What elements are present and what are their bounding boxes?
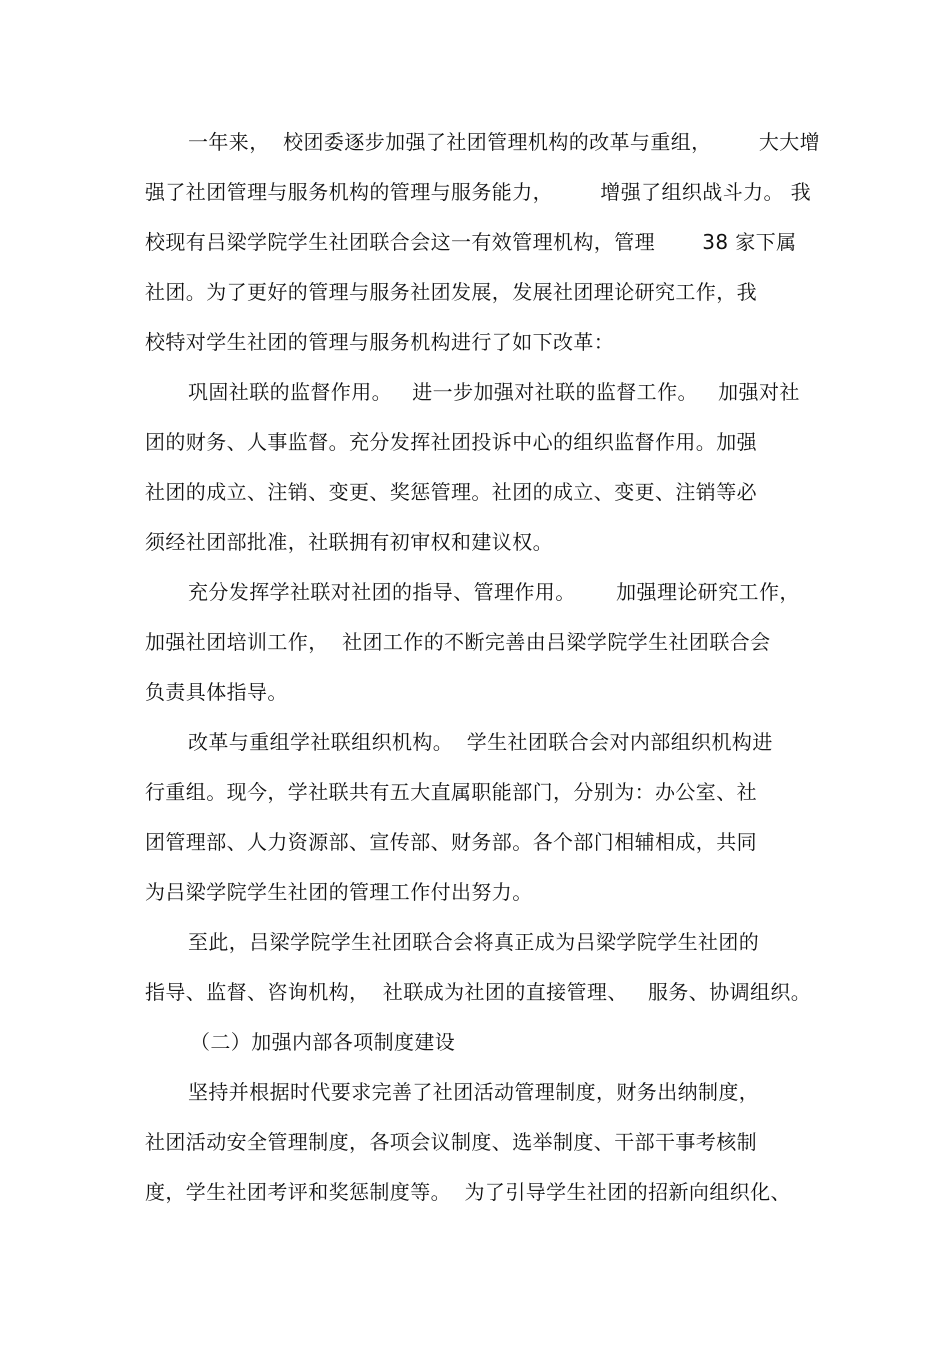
paragraph-6-line-2: 社团活动安全管理制度，各项会议制度、选举制度、干部干事考核制: [145, 1130, 757, 1154]
paragraph-3-line-3: 负责具体指导。: [145, 680, 288, 704]
paragraph-1-line-4: 社团。为了更好的管理与服务社团发展，发展社团理论研究工作，我: [145, 280, 757, 304]
paragraph-1-line-5: 校特对学生社团的管理与服务机构进行了如下改革：: [145, 330, 615, 354]
paragraph-4-line-3: 团管理部、人力资源部、宣传部、财务部。各个部门相辅相成，共同: [145, 830, 757, 854]
paragraph-3-line-2: 加强社团培训工作， 社团工作的不断完善由吕梁学院学生社团联合会: [145, 630, 771, 654]
paragraph-1-line-3: 校现有吕梁学院学生社团联合会这一有效管理机构，管理 38 家下属: [145, 230, 797, 254]
paragraph-2-line-1: 巩固社联的监督作用。 进一步加强对社联的监督工作。 加强对社: [188, 380, 800, 404]
paragraph-5-line-2: 指导、监督、咨询机构， 社联成为社团的直接管理、 服务、协调组织。: [145, 980, 812, 1004]
section-heading: （二）加强内部各项制度建设: [190, 1030, 456, 1054]
paragraph-2-line-2: 团的财务、人事监督。充分发挥社团投诉中心的组织监督作用。加强: [145, 430, 757, 454]
paragraph-2-line-4: 须经社团部批准，社联拥有初审权和建议权。: [145, 530, 553, 554]
paragraph-3-line-1: 充分发挥学社联对社团的指导、管理作用。 加强理论研究工作，: [188, 580, 800, 604]
paragraph-6-line-3: 度，学生社团考评和奖惩制度等。 为了引导学生社团的招新向组织化、: [145, 1180, 791, 1204]
paragraph-4-line-2: 行重组。现今，学社联共有五大直属职能部门，分别为：办公室、社: [145, 780, 757, 804]
paragraph-1-line-2: 强了社团管理与服务机构的管理与服务能力， 增强了组织战斗力。 我: [145, 180, 812, 204]
paragraph-6-line-1: 坚持并根据时代要求完善了社团活动管理制度，财务出纳制度，: [188, 1080, 760, 1104]
paragraph-5-line-1: 至此，吕梁学院学生社团联合会将真正成为吕梁学院学生社团的: [188, 930, 760, 954]
paragraph-1-line-1: 一年来， 校团委逐步加强了社团管理机构的改革与重组， 大大增: [188, 130, 821, 154]
paragraph-2-line-3: 社团的成立、注销、变更、奖惩管理。社团的成立、变更、注销等必: [145, 480, 757, 504]
paragraph-4-line-4: 为吕梁学院学生社团的管理工作付出努力。: [145, 880, 533, 904]
paragraph-4-line-1: 改革与重组学社联组织机构。 学生社团联合会对内部组织机构进: [188, 730, 773, 754]
